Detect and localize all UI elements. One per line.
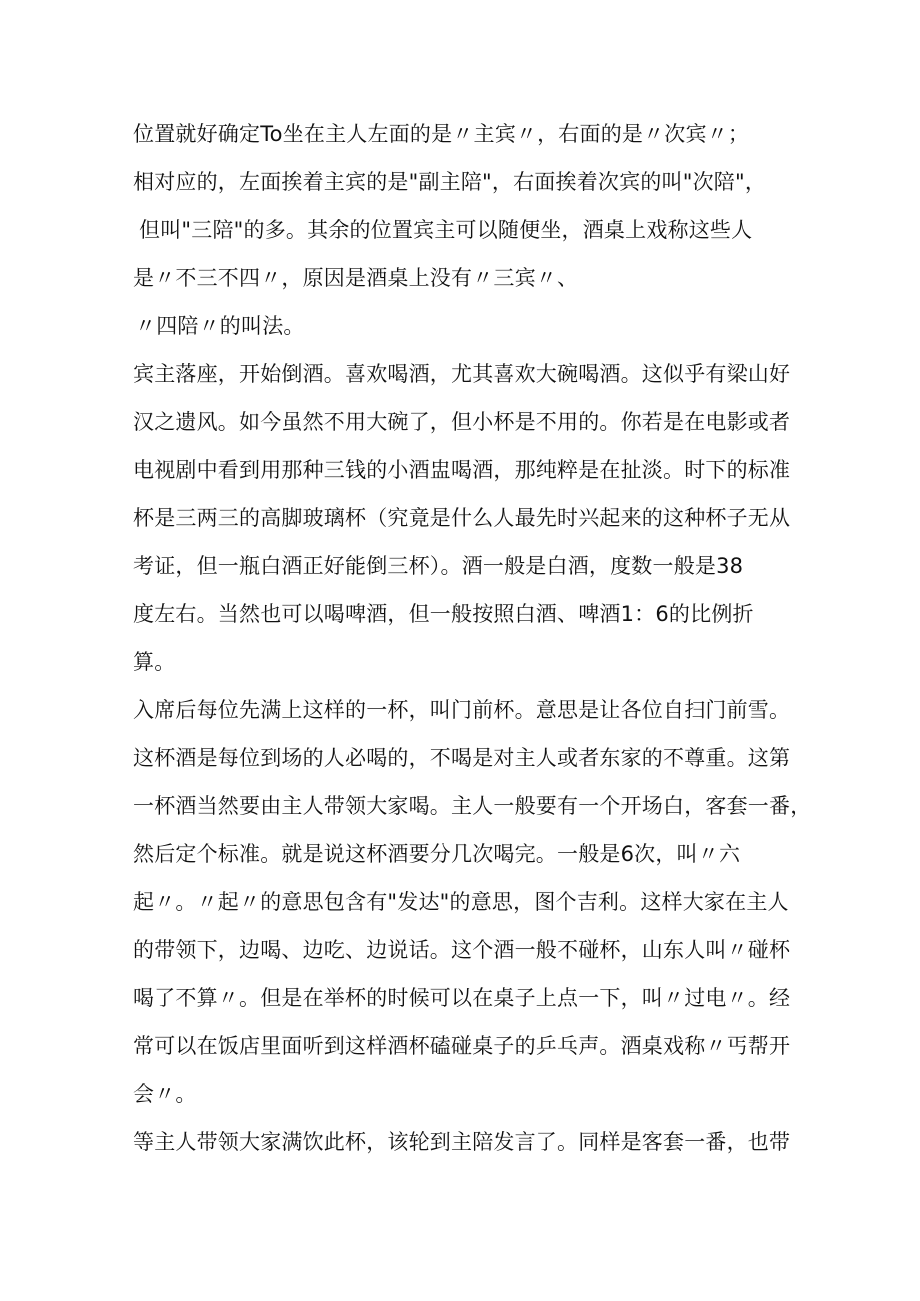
text-line: 宾主落座，开始倒酒。喜欢喝酒，尤其喜欢大碗喝酒。这似乎有梁山好 [133, 362, 791, 386]
text-line: 这杯酒是每位到场的人必喝的，不喝是对主人或者东家的不尊重。这第 [133, 746, 791, 770]
text-line: 会〃。 [133, 1082, 197, 1106]
text-line: 常可以在饭店里面听到这样酒杯磕碰桌子的乒乓声。酒桌戏称〃丐帮开 [133, 1034, 791, 1058]
text-line: 汉之遗风。如今虽然不用大碗了，但小杯是不用的。你若是在电影或者 [133, 410, 791, 434]
text-line: 位置就好确定To坐在主人左面的是〃主宾〃，右面的是〃次宾〃； [133, 122, 750, 146]
text-line: 相对应的，左面挨着主宾的是"副主陪"，右面挨着次宾的叫"次陪"， [133, 170, 767, 194]
text-line: 是〃不三不四〃，原因是酒桌上没有〃三宾〃、 [133, 266, 579, 290]
text-line: 入席后每位先满上这样的一杯，叫门前杯。意思是让各位自扫门前雪。 [133, 698, 791, 722]
text-line: 算。 [133, 650, 176, 674]
text-line: 起〃。〃起〃的意思包含有"发达"的意思，图个吉利。这样大家在主人 [133, 890, 789, 914]
text-line: 〃四陪〃的叫法。 [135, 314, 305, 338]
text-line: 度左右。当然也可以喝啤酒，但一般按照白酒、啤酒1：6的比例折 [133, 602, 754, 626]
text-line: 电视剧中看到用那种三钱的小酒盅喝酒，那纯粹是在扯淡。时下的标准 [133, 458, 791, 482]
text-line: 的带领下，边喝、边吃、边说话。这个酒一般不碰杯，山东人叫〃碰杯 [133, 938, 791, 962]
text-line: 但叫"三陪"的多。其余的位置宾主可以随便坐，酒桌上戏称这些人 [139, 218, 753, 242]
text-line: 等主人带领大家满饮此杯，该轮到主陪发言了。同样是客套一番，也带 [133, 1130, 791, 1154]
text-line: 杯是三两三的高脚玻璃杯（究竟是什么人最先时兴起来的这种杯子无从 [133, 506, 791, 530]
text-line: 喝了不算〃。但是在举杯的时候可以在桌子上点一下，叫〃过电〃。经 [133, 986, 791, 1010]
document-body [133, 110, 813, 1166]
text-line: 考证，但一瓶白酒正好能倒三杯）。酒一般是白酒，度数一般是38 [133, 554, 744, 578]
text-line: 然后定个标准。就是说这杯酒要分几次喝完。一般是6次，叫〃六 [133, 842, 741, 866]
text-line: 一杯酒当然要由主人带领大家喝。主人一般要有一个开场白，客套一番， [133, 794, 812, 818]
